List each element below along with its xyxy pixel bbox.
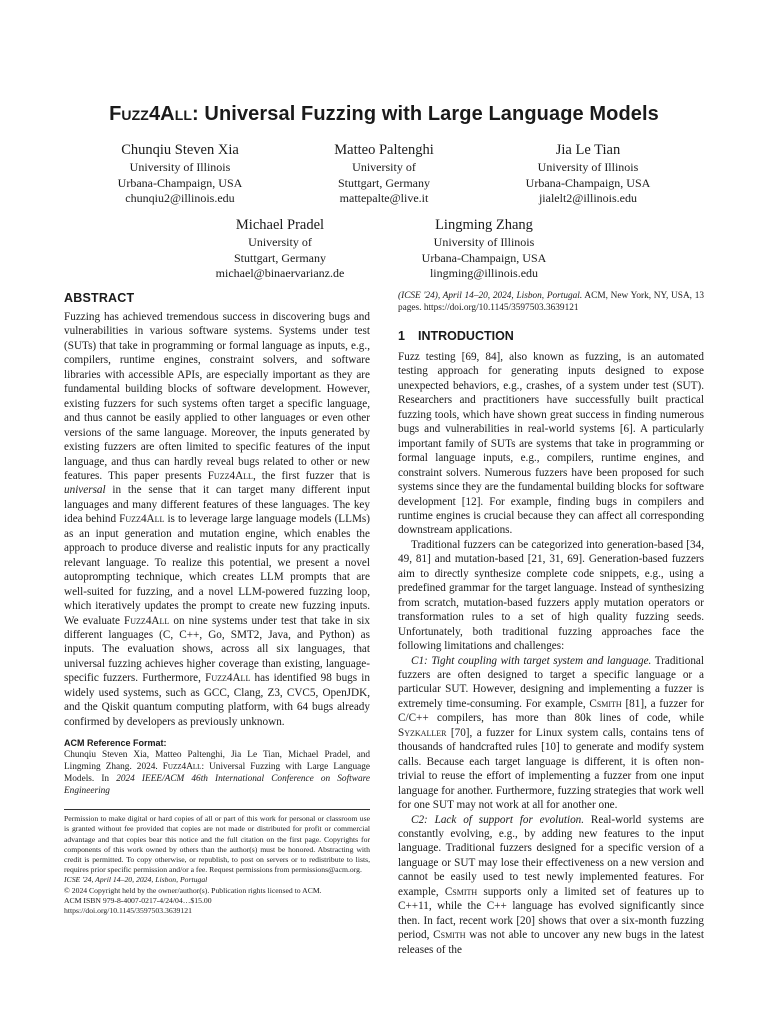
author-email[interactable]: lingming@illinois.edu (429, 266, 539, 280)
intro-heading: 1 INTRODUCTION (398, 329, 514, 343)
acm-reference-heading: ACM Reference Format: (64, 738, 167, 749)
tool-name: Fuzz4All (109, 103, 193, 125)
author-name: Matteo Paltenghi (334, 142, 434, 158)
author-name: Chunqiu Steven Xia (121, 142, 239, 158)
author-affiliation: Urbana-Champaign, USA (117, 175, 243, 190)
author-email[interactable]: jialelt2@illinois.edu (538, 191, 638, 205)
author-block (100, 141, 260, 207)
intro-paragraph: Fuzz testing [69, 84], also known as fuzzing, is an automated testing approach for generating inputs designed to expose unexpected behaviors, e.g., crashes, of a system under test (SUT). Researchers and practitioners have successfully built practical fuzzing tools, which have shown great success in finding numerous bugs and vulnerabilities in real-world systems [6]. A particularly important family of SUTs are systems that take in programming or formal language inputs, e.g., compilers, runtime engines, and constraint solvers. Numerous fuzzers have been proposed for such systems since they are the fundamental building blocks for software development [12]. For example, finding bugs in compilers and runtime engines is crucial because they can affect all corresponding downstream applications. (398, 351, 704, 537)
right-column (398, 290, 704, 957)
author-affiliation: Stuttgart, Germany (234, 250, 326, 265)
author-affiliation: University of Illinois (537, 160, 639, 174)
author-block (304, 141, 464, 207)
author-name: Jia Le Tian (555, 142, 621, 158)
challenge-c2: C2: Lack of support for evolution. Real-world systems are constantly evolving, e.g., by adding new features to the input language. Traditional fuzzers designed for a specific version of a language or SUT may lose their effectiveness on a new version and cannot be easily used to test newly implemented features. For example, Csmith supports only a limited set of features up to C++11, while the C++ language has evolved significantly since then. In fact, recent work [20] shows that over a six-month fuzzing period, Csmith was not able to uncover any new bugs in the latest releases of the (398, 813, 704, 956)
author-affiliation: Urbana-Champaign, USA (525, 175, 651, 190)
author-affiliation: Urbana-Champaign, USA (421, 250, 547, 265)
challenge-c1: C1: Tight coupling with target system and language. Traditional fuzzers are often designed to target a specific language or a particular SUT. However, designing and implementing a fuzzer is extremely time-consuming. For example, Csmith [81], a fuzzer for C/C++ compilers, has more than 80k lines of code, while Syzkaller [70], a fuzzer for Linux system calls, contains tens of thousands of handcrafted rules [10] to generate and modify system calls. Because each target language is different, it is often non-trivial to reuse the effort of implementing a fuzzer from one input language for another. Furthermore, fuzzing strategies that work well for one SUT may not work at all for another one. (398, 654, 705, 812)
acm-reference-text: Chunqiu Steven Xia, Matteo Paltenghi, Jia Le Tian, Michael Pradel, and Lingming Zhang. 2024. Fuzz4All: Universal Fuzzing with Large Language Models. In 2024 IEEE/ACM 46th International Conference on Software Engineering (64, 750, 370, 797)
abstract-heading: ABSTRACT (64, 291, 135, 305)
author-block (508, 141, 668, 207)
author-block (200, 216, 360, 282)
author-affiliation: University of (352, 160, 416, 174)
author-name: Lingming Zhang (435, 217, 533, 233)
author-affiliation: University of Illinois (433, 235, 535, 249)
author-name: Michael Pradel (235, 217, 325, 233)
intro-paragraph: Traditional fuzzers can be categorized into generation-based [34, 49, 81] and mutation-based [21, 31, 69]. Generation-based fuzzers aim to directly synthesize complete code snippets, e.g., using a predefined grammar for the target language. Instead of synthesizing from scratch, mutation-based fuzzers apply mutation operators or transformation rules to a set of high quality fuzzing seeds. Unfortunately, both traditional fuzzing approaches face the following limitations and challenges: (398, 538, 704, 653)
left-column (64, 290, 370, 916)
acm-reference-continued: (ICSE '24), April 14–20, 2024, Lisbon, Portugal. ACM, New York, NY, USA, 13 pages. https://doi.org/10.1145/3597503.3639121 (398, 291, 704, 313)
footnote-divider (64, 809, 370, 810)
paper-title (0, 103, 768, 126)
title-rest: : Universal Fuzzing with Large Language Models (192, 103, 659, 125)
author-email[interactable]: michael@binaervarianz.de (215, 266, 345, 280)
doi-link[interactable]: https://doi.org/10.1145/3597503.3639121 (64, 905, 192, 915)
permission-notice: Permission to make digital or hard copies of all or part of this work for personal or classroom use is granted without fee provided that copies are not made or distributed for profit or commercial advantage and that copies bear this notice and the full citation on the first page. Copyrights for components of this work owned by others than the author(s) must be honored. Abstracting with credit is permitted. To copy otherwise, or republish, to post on servers or to redistribute to lists, requires prior specific permission and/or a fee. Request permissions from permissions@acm.org. ICSE '24, April 14–20, 2024, Lisbon, Portugal © 2024 Copyright held by the owner/author(s). Publication rights licensed to ACM. ACM ISBN 979-8-4007-0217-4/24/04…$15.00 https://doi.org/10.1145/3597503.3639121 (64, 814, 370, 915)
author-affiliation: University of (248, 235, 312, 249)
author-affiliation: University of Illinois (129, 160, 231, 174)
abstract-text: Fuzzing has achieved tremendous success in discovering bugs and vulnerabilities in various software systems. Systems under test (SUTs) that take in programming or formal language as inputs, e.g., compilers, runtime engines, constraint solvers, and software libraries with accessible APIs, are especially important as they are fundamental building blocks of software development. However, existing fuzzers for such systems often target a specific language, and thus cannot be easily applied to other languages or even other versions of the same language. Moreover, the inputs generated by existing fuzzers are often limited to specific features of the input language, and thus can hardly reveal bugs related to other or new features. This paper presents Fuzz4All, the first fuzzer that is universal in the sense that it can target many different input languages and many different features of these languages. The key idea behind Fuzz4All is to leverage large language models (LLMs) as an input generation and mutation engine, which enables the approach to produce diverse and realistic inputs for any practically relevant language. To realize this potential, we present a novel autoprompting technique, which creates LLM prompts that are well-suited for fuzzing, and a novel LLM-powered fuzzing loop, which iteratively updates the prompt to create new fuzzing inputs. We evaluate Fuzz4All on nine systems under test that take in six different languages (C, C++, Go, SMT2, Java, and Python) as inputs. The evaluation shows, across all six languages, that universal fuzzing achieves higher coverage than existing, language-specific fuzzers. Furthermore, Fuzz4All has identified 98 bugs in widely used systems, such as GCC, Clang, Z3, CVC5, OpenJDK, and the Qiskit quantum computing platform, with 64 bugs already confirmed by developers as previously unknown. (64, 311, 370, 728)
author-email[interactable]: mattepalte@live.it (339, 191, 429, 205)
author-affiliation: Stuttgart, Germany (338, 175, 430, 190)
author-block (404, 216, 564, 282)
author-email[interactable]: chunqiu2@illinois.edu (125, 191, 235, 205)
